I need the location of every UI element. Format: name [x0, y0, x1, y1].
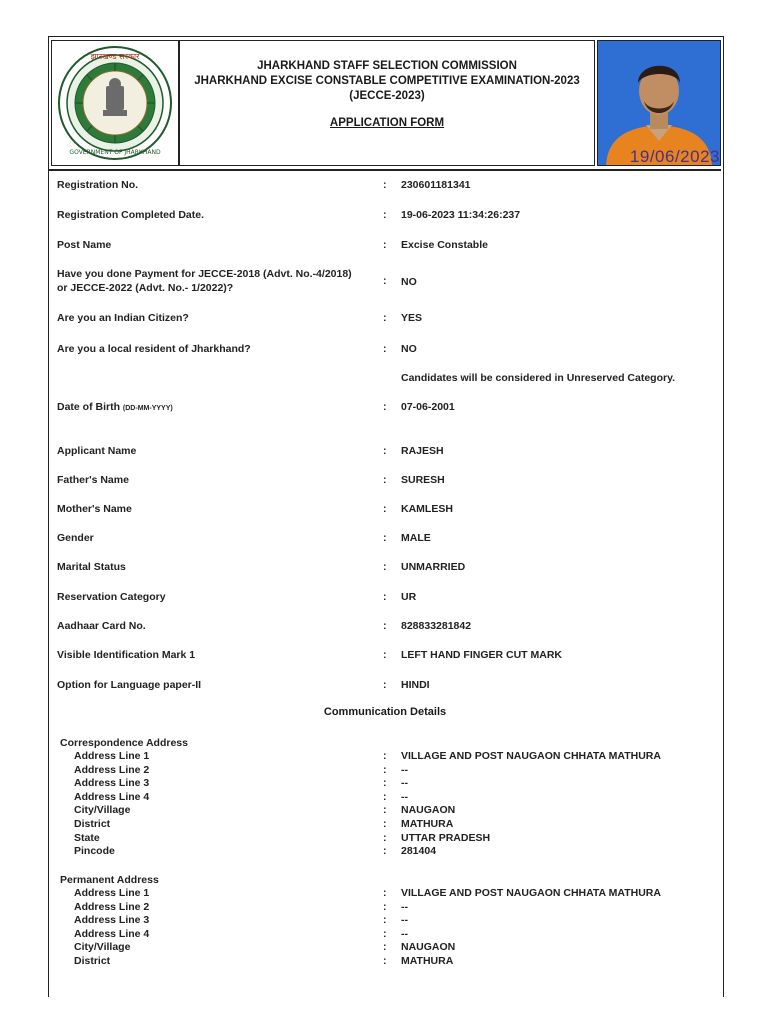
separator: : [383, 927, 387, 940]
correspondence-address-label: State [74, 831, 100, 844]
separator: : [383, 679, 387, 691]
correspondence-address-label: Address Line 4 [74, 790, 150, 803]
separator: : [383, 831, 387, 844]
value-identification-mark: LEFT HAND FINGER CUT MARK [401, 649, 562, 661]
separator: : [383, 209, 387, 221]
correspondence-address-value: -- [401, 763, 408, 776]
separator: : [383, 804, 387, 817]
label-identification-mark: Visible Identification Mark 1 [57, 649, 196, 661]
correspondence-address-label: Address Line 2 [74, 763, 150, 776]
separator: : [383, 312, 387, 324]
header-title-block [179, 40, 595, 166]
correspondence-address-label: City/Village [74, 804, 131, 817]
label-dob-text: Date of Birth [57, 401, 120, 413]
permanent-address-value: VILLAGE AND POST NAUGAON CHHATA MATHURA [401, 887, 661, 899]
value-marital-status: UNMARRIED [401, 561, 466, 573]
label-gender: Gender [57, 532, 94, 544]
permanent-address-label: Address Line 2 [74, 900, 150, 913]
label-payment-line2: or JECCE-2022 (Advt. No.- 1/2022)? [57, 282, 234, 294]
value-applicant-name: RAJESH [401, 445, 444, 457]
form-title: APPLICATION FORM [329, 117, 445, 129]
label-applicant-name: Applicant Name [57, 445, 137, 457]
value-aadhaar: 828833281842 [401, 620, 472, 632]
separator: : [383, 532, 387, 544]
label-registration-no: Registration No. [57, 179, 139, 191]
separator: : [383, 818, 387, 830]
label-marital-status: Marital Status [57, 561, 126, 573]
correspondence-address-label: Pincode [74, 845, 115, 858]
label-payment-line1: Have you done Payment for JECCE-2018 (Advt. No.-4/2018) [57, 268, 352, 280]
label-dob [57, 401, 173, 413]
label-local-resident: Are you a local resident of Jharkhand? [57, 343, 251, 355]
value-post-name: Excise Constable [401, 239, 488, 251]
separator: : [383, 941, 387, 954]
label-indian-citizen: Are you an Indian Citizen? [57, 312, 189, 324]
label-language-paper: Option for Language paper-II [57, 679, 202, 691]
correspondence-address-value: -- [401, 777, 408, 790]
communication-details-heading: Communication Details [323, 706, 447, 718]
separator: : [383, 900, 387, 913]
photo-date-stamp: 19/06/2023 [629, 147, 720, 166]
permanent-address-heading: Permanent Address [60, 874, 159, 886]
value-indian-citizen: YES [401, 312, 423, 324]
application-form [48, 36, 724, 997]
correspondence-address-value: VILLAGE AND POST NAUGAON CHHATA MATHURA [401, 750, 661, 762]
correspondence-address-heading: Correspondence Address [60, 737, 188, 749]
permanent-address-value: MATHURA [401, 955, 454, 967]
value-reservation-category: UR [401, 591, 417, 603]
separator: : [383, 343, 387, 355]
correspondence-address-value: -- [401, 790, 408, 803]
permanent-address-value: -- [401, 927, 408, 940]
svg-text:GOVERNMENT OF JHARKHAND: GOVERNMENT OF JHARKHAND [69, 149, 161, 156]
separator: : [383, 239, 387, 251]
jharkhand-seal-icon [56, 44, 174, 162]
applicant-photo [597, 40, 721, 166]
label-aadhaar: Aadhaar Card No. [57, 620, 146, 632]
correspondence-address-label: Address Line 3 [74, 777, 150, 790]
correspondence-address-label: Address Line 1 [74, 750, 150, 762]
separator: : [383, 649, 387, 661]
exam-name: JHARKHAND EXCISE CONSTABLE COMPETITIVE EXAMINATION-2023 [194, 75, 580, 87]
separator: : [383, 179, 387, 191]
commission-name: JHARKHAND STAFF SELECTION COMMISSION [257, 60, 517, 72]
separator: : [383, 955, 387, 967]
separator: : [383, 887, 387, 899]
label-dob-format: (DD-MM-YYYY) [122, 405, 173, 412]
permanent-address-label: City/Village [74, 941, 131, 954]
svg-text:झारखण्ड सरकार: झारखण्ड सरकार [90, 52, 140, 61]
value-payment: NO [401, 276, 417, 288]
permanent-address-value: -- [401, 900, 408, 913]
separator: : [383, 275, 387, 287]
label-post-name: Post Name [57, 239, 112, 251]
value-registration-no: 230601181341 [401, 179, 471, 191]
value-mother-name: KAMLESH [401, 503, 453, 515]
form-header [49, 37, 721, 171]
value-father-name: SURESH [401, 474, 445, 486]
permanent-address-label: Address Line 4 [74, 927, 150, 940]
label-registration-date: Registration Completed Date. [57, 209, 205, 221]
correspondence-address-value: NAUGAON [401, 804, 456, 817]
separator: : [383, 620, 387, 632]
separator: : [383, 777, 387, 790]
label-father-name: Father's Name [57, 474, 129, 486]
separator: : [383, 845, 387, 858]
permanent-address-label: District [74, 955, 111, 967]
correspondence-address-value: UTTAR PRADESH [401, 831, 491, 844]
government-seal [51, 40, 179, 166]
separator: : [383, 445, 387, 457]
label-mother-name: Mother's Name [57, 503, 132, 515]
permanent-address-value: -- [401, 914, 408, 927]
correspondence-address-value: 281404 [401, 845, 437, 858]
value-registration-date: 19-06-2023 11:34:26:237 [401, 209, 521, 221]
value-gender: MALE [401, 532, 431, 544]
value-local-resident: NO [401, 343, 417, 355]
category-note: Candidates will be considered in Unreserved Category. [401, 372, 676, 384]
exam-code: (JECCE-2023) [349, 90, 425, 102]
separator: : [383, 401, 387, 413]
label-reservation-category: Reservation Category [57, 591, 166, 603]
correspondence-address-value: MATHURA [401, 818, 454, 830]
permanent-address-label: Address Line 3 [74, 914, 150, 927]
separator: : [383, 763, 387, 776]
correspondence-address-label: District [74, 818, 111, 830]
separator: : [383, 914, 387, 927]
separator: : [383, 591, 387, 603]
separator: : [383, 474, 387, 486]
permanent-address-value: NAUGAON [401, 941, 456, 954]
value-dob: 07-06-2001 [401, 401, 455, 413]
separator: : [383, 503, 387, 515]
separator: : [383, 750, 387, 762]
separator: : [383, 790, 387, 803]
separator: : [383, 561, 387, 573]
value-language-paper: HINDI [401, 679, 430, 691]
permanent-address-label: Address Line 1 [74, 887, 150, 899]
